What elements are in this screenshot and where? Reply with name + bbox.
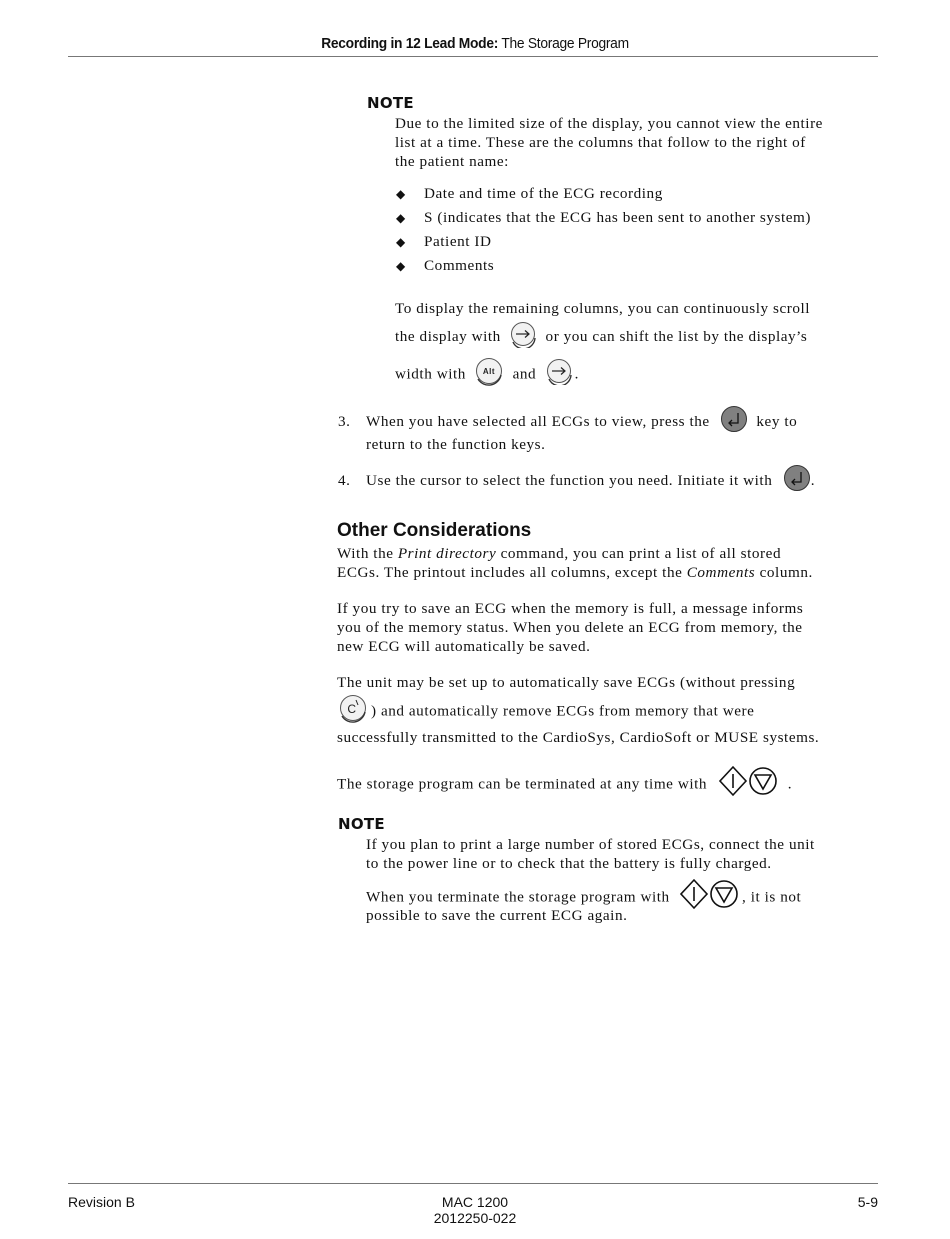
text-fragment: When you terminate the storage program with [366,888,670,906]
stop-key-combo-icon [719,765,781,797]
text-fragment: command, you can print a list of all stored [496,545,782,562]
footer-revision: Revision B [68,1194,135,1210]
text-fragment: the display with [395,328,501,345]
text-fragment: . [810,472,816,489]
note-label: NOTE [367,94,414,112]
list-item [396,233,492,251]
text-line: Due to the limited size of the display, you cannot view the entire [395,115,823,132]
text-line: If you plan to print a large number of stored ECGs, connect the unit [366,836,815,853]
list-item [396,257,495,275]
text-line: list at a time. These are the columns that follow to the right of [395,134,806,151]
text-line [337,563,813,582]
text-line [337,701,754,723]
note-label: NOTE [338,815,385,833]
diamond-bullet-icon: ◆ [396,187,406,201]
text-line [337,544,813,563]
step3-line2: return to the function keys. [366,436,546,453]
enter-key-icon [720,405,748,433]
paragraph [337,599,803,656]
step-number: 4. [338,472,351,489]
footer-center [0,1194,950,1226]
stop-key-combo-icon [680,878,742,910]
footer-doc-number: 2012250-022 [433,1210,517,1226]
diamond-bullet-icon: ◆ [396,259,406,273]
footer-model: MAC 1200 [441,1194,509,1210]
alt-key-label: Alt [483,367,496,376]
scroll-text-line1: To display the remaining columns, you can continuously scroll [395,300,811,317]
diamond-bullet-icon: ◆ [396,211,406,225]
text-line: successfully transmitted to the CardioSys, CardioSoft or MUSE systems. [337,729,820,746]
list-item-text: Comments [424,257,495,274]
text-fragment: Use the cursor to select the function you need. Initiate it with [366,472,773,489]
text-fragment-italic: Comments [686,564,756,581]
footer-rule [68,1183,878,1184]
list-item-text: S (indicates that the ECG has been sent to another system) [424,209,812,226]
note1-intro [395,114,823,171]
paragraph [366,835,815,873]
text-line: to the power line or to check that the battery is fully charged. [366,855,772,872]
header-title-rest: The Storage Program [498,35,629,52]
text-fragment: or you can shift the list by the display’s [545,328,808,345]
header-rule [68,56,878,57]
text-fragment: With the [337,545,398,562]
text-fragment: key to [756,413,798,430]
text-fragment: When you have selected all ECGs to view, press the [366,413,710,430]
text-line: possible to save the current ECG again. [366,907,628,924]
step-number: 3. [338,413,351,430]
text-fragment: ECGs. The printout includes all columns, except the [337,564,687,581]
list-item-text: Date and time of the ECG recording [424,185,663,202]
right-arrow-key-icon [509,322,539,348]
text-line: The unit may be set up to automatically save ECGs (without pressing [337,674,796,691]
page-number: 5-9 [857,1194,878,1210]
diamond-bullet-icon: ◆ [396,235,406,249]
step4-line1 [366,471,815,492]
text-fragment: , it is not [742,888,802,906]
scroll-text-line2 [395,327,807,348]
text-fragment: and [512,365,537,383]
text-fragment: ) and automatically remove ECGs from memory that were [371,702,755,720]
text-fragment: The storage program can be terminated at any time with [337,775,708,793]
text-line [337,773,792,797]
text-fragment: . [574,365,579,383]
header-title-bold: Recording in 12 Lead Mode: [321,35,499,52]
text-fragment: width with [395,365,466,383]
text-line: If you try to save an ECG when the memory is full, a message informs [337,600,804,617]
list-item [396,209,812,227]
step3-line1 [366,412,797,433]
text-line: you of the memory status. When you delete an ECG from memory, the [337,619,803,636]
right-arrow-key-icon [545,359,575,385]
text-line: the patient name: [395,153,509,170]
list-item-text: Patient ID [424,233,492,250]
scroll-text-line3 [395,364,579,386]
c-key-label: C [347,702,357,716]
list-item [396,185,663,203]
text-fragment: . [787,775,793,793]
section-heading: Other Considerations [337,520,532,541]
alt-key-icon [474,358,506,386]
text-line: new ECG will automatically be saved. [337,638,591,655]
text-fragment: column. [755,564,813,581]
page-header [38,35,912,52]
paragraph [337,544,813,582]
text-fragment-italic: Print directory [397,545,497,562]
c-key-icon [337,695,371,723]
enter-key-icon [783,464,811,492]
